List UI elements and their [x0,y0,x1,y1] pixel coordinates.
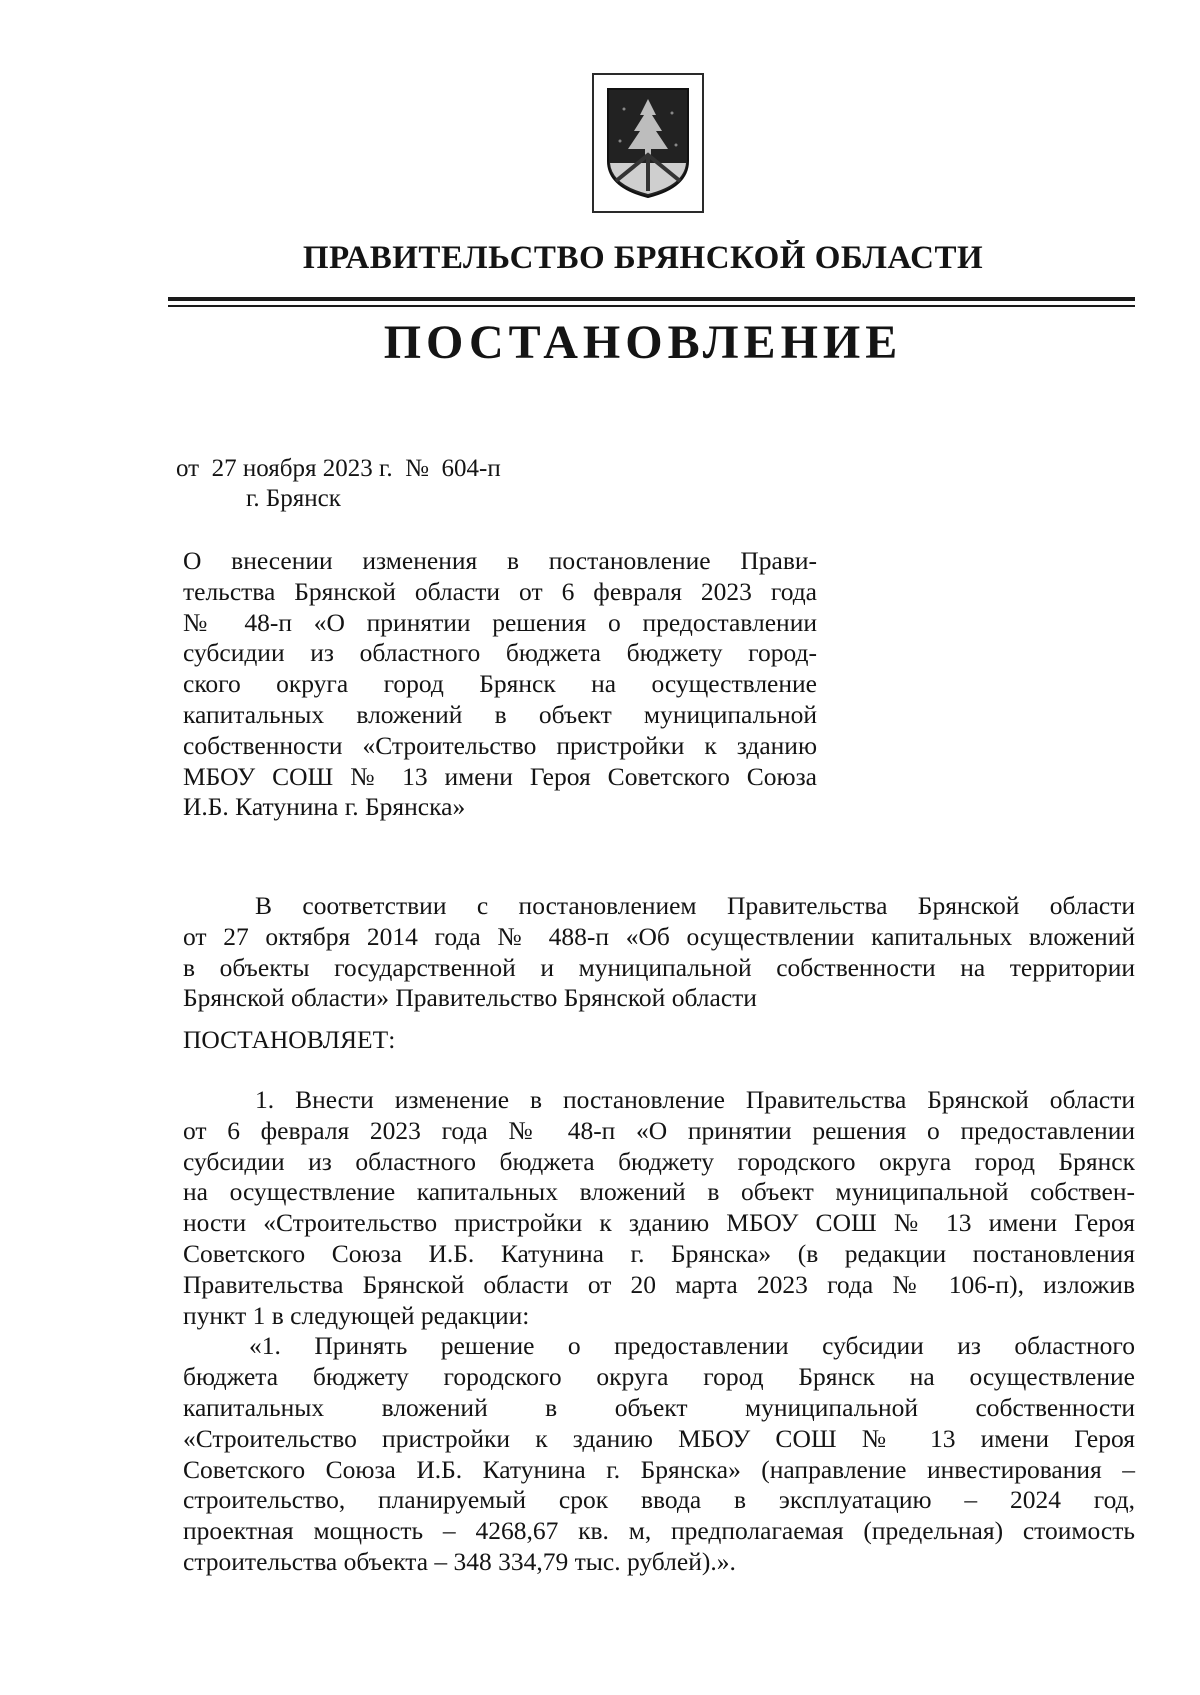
item-line: ности «Строительство пристройки к зданию МБОУ СОШ № 13 имени Героя [183,1208,1135,1238]
subject-line: № 48-п «О принятии решения о предоставлении [183,607,817,637]
item-line: капитальных вложений в объект муниципальной собственности [183,1392,1135,1422]
item-line: Советского Союза И.Б. Катунина г. Брянска» (направление инвестирования – [183,1454,1135,1484]
item-line: строительства объекта – 348 334,79 тыс. рублей).». [183,1546,736,1576]
subject-line: тельства Брянской области от 6 февраля 2023 года [183,576,817,606]
subject-line: ского округа город Брянск на осуществление [183,669,817,699]
item-line: Советского Союза И.Б. Катунина г. Брянска» (в редакции постановления [183,1238,1135,1268]
subject-block [183,546,817,823]
item-line: пункт 1 в следующей редакции: [183,1300,530,1330]
date-number-line: от 27 ноября 2023 г. № 604-п [176,455,501,482]
item-1-paragraph [183,1085,1135,1578]
header-rule-thin [168,305,1135,307]
item-line: «Строительство пристройки к зданию МБОУ СОШ № 13 имени Героя [183,1423,1135,1453]
item-line: Правительства Брянской области от 20 марта 2023 года № 106-п), изложив [183,1269,1135,1299]
subject-line: субсидии из областного бюджета бюджету город- [183,638,817,668]
subject-line: собственности «Строительство пристройки к зданию [183,730,817,760]
preamble-line: в объекты государственной и муниципальной собственности на территории [183,952,1135,982]
subject-line: О внесении изменения в постановление Прави- [183,546,817,575]
preamble-line: от 27 октября 2014 года № 488-п «Об осуществлении капитальных вложений [183,921,1135,951]
coat-of-arms-frame [592,73,704,213]
document-type-title: ПОСТАНОВЛЕНИЕ [383,316,903,369]
item-line: субсидии из областного бюджета бюджету городского округа город Брянск [183,1146,1135,1176]
header-rule-thick [168,297,1135,301]
city-line: г. Брянск [246,485,341,512]
coat-of-arms-icon [604,85,692,201]
item-line: на осуществление капитальных вложений в объект муниципальной собствен- [183,1177,1135,1207]
item-line: «1. Принять решение о предоставлении субсидии из областного [249,1331,1135,1361]
preamble-paragraph [183,891,1135,1014]
subject-line: МБОУ СОШ № 13 имени Героя Советского Союза [183,761,817,791]
decree-word-block [183,1025,1135,1056]
item-line: от 6 февраля 2023 года № 48-п «О принятии решения о предоставлении [183,1115,1135,1145]
item-line: строительство, планируемый срок ввода в эксплуатацию – 2024 год, [183,1485,1135,1515]
preamble-line: В соответствии с постановлением Правительства Брянской области [255,891,1135,920]
preamble-line: Брянской области» Правительство Брянской области [183,983,757,1013]
item-line: проектная мощность – 4268,67 кв. м, предполагаемая (предельная) стоимость [183,1516,1135,1546]
subject-line: И.Б. Катунина г. Брянска» [183,792,466,822]
subject-line: капитальных вложений в объект муниципальной [183,699,817,729]
item-line: бюджета бюджету городского округа город Брянск на осуществление [183,1362,1135,1392]
government-title: ПРАВИТЕЛЬСТВО БРЯНСКОЙ ОБЛАСТИ [302,240,984,276]
item-line: 1. Внести изменение в постановление Правительства Брянской области [255,1085,1135,1114]
decree-word: ПОСТАНОВЛЯЕТ: [183,1025,396,1054]
